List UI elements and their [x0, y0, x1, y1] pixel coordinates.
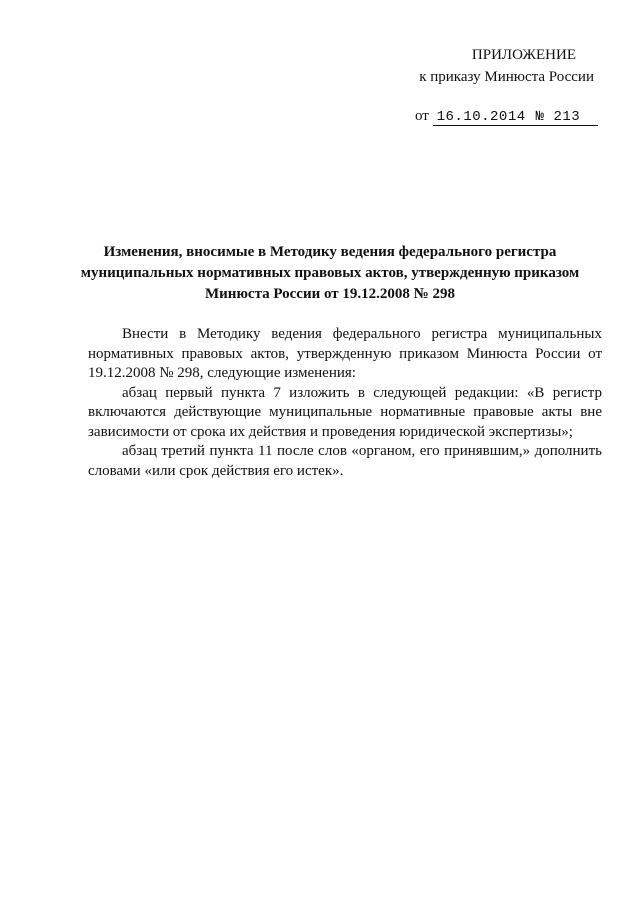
body-paragraph-2: абзац первый пункта 7 изложить в следующей редакции: «В регистр включаются действующие муниципальные нормативные правовые акты вне зависимости от срока их действия и проведения юридической экспертизы»;: [88, 384, 602, 440]
order-reference: [415, 106, 598, 126]
appendix-subtitle: к приказу Минюста России: [419, 69, 594, 85]
order-number-sign: №: [535, 109, 545, 125]
heading-line-2: муниципальных нормативных правовых актов, утвержденную приказом: [80, 265, 580, 281]
appendix-title: ПРИЛОЖЕНИЕ: [471, 47, 576, 63]
heading-line-3: Минюста России от 19.12.2008 № 298: [205, 286, 455, 302]
heading-line-1: Изменения, вносимые в Методику ведения федерального регистра: [103, 244, 557, 260]
document-body: [88, 325, 602, 481]
order-number-field: [532, 109, 599, 126]
order-date: 16.10.2014: [433, 109, 532, 126]
body-paragraph-1: Внести в Методику ведения федерального регистра муниципальных нормативных правовых актов, утвержденную приказом Минюста России от 19.12.2008 № 298, следующие изменения:: [88, 326, 602, 381]
document-heading: [80, 242, 580, 305]
order-from-label: от: [415, 108, 429, 124]
body-paragraph-3: абзац третий пункта 11 после слов «органом, его принявшим,» дополнить словами «или срок действия его истек».: [88, 443, 602, 479]
appendix-block: [419, 44, 594, 88]
order-number: 213: [553, 109, 581, 125]
